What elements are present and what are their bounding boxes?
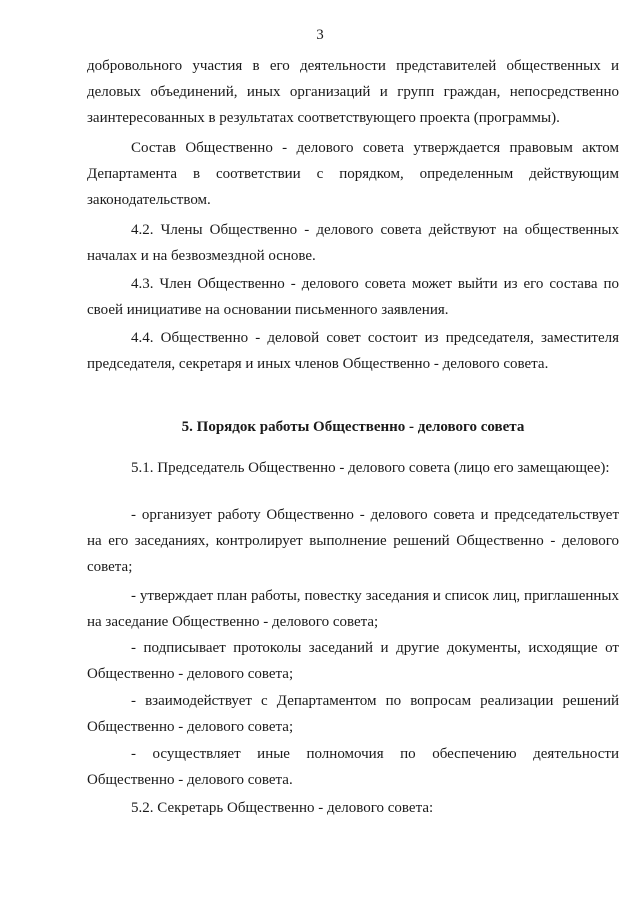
page-number: 3 [316,27,324,43]
paragraph-4-4 [87,325,619,377]
paragraph-text: 5.2. Секретарь Общественно - делового совета: [131,800,434,816]
section-5-heading-block [87,414,619,440]
list-item: - взаимодействует с Департаментом по вопросам реализации решений Общественно - делового совета; [87,693,619,735]
chairman-duty-1 [87,502,619,580]
paragraph-text: Состав Общественно - делового совета утверждается правовым актом Департамента в соответствии с порядком, определенным действующим законодательством. [87,140,619,208]
list-item: - организует работу Общественно - делового совета и председательствует на его заседаниях, контролирует выполнение решений Общественно - делового совета; [87,507,619,575]
paragraph-text: 4.3. Член Общественно - делового совета может выйти из его состава по своей инициативе на основании письменного заявления. [87,276,619,318]
paragraph-5-1 [87,455,619,481]
chairman-duty-5 [87,741,619,793]
paragraph-4-3 [87,271,619,323]
paragraph-text: 4.4. Общественно - деловой совет состоит из председателя, заместителя председателя, секретаря и иных членов Общественно - делового совета. [87,330,619,372]
paragraph-text: 5.1. Председатель Общественно - делового совета (лицо его замещающее): [131,460,610,476]
paragraph-text: добровольного участия в его деятельности представителей общественных и деловых объединений, иных организаций и групп граждан, непосредственно заинтересованных в результатах соответствующего проекта (программы). [87,58,619,126]
chairman-duty-4 [87,688,619,740]
list-item: - осуществляет иные полномочия по обеспечению деятельности Общественно - делового совета. [87,746,619,788]
chairman-duty-2 [87,583,619,635]
paragraph-4-1-continuation [87,53,619,131]
chairman-duty-3 [87,635,619,687]
paragraph-5-2 [87,795,619,821]
paragraph-text: 4.2. Члены Общественно - делового совета действуют на общественных началах и на безвозмездной основе. [87,222,619,264]
paragraph-4-2 [87,217,619,269]
list-item: - подписывает протоколы заседаний и другие документы, исходящие от Общественно - делового совета; [87,640,619,682]
paragraph-composition [87,135,619,213]
section-heading: 5. Порядок работы Общественно - делового совета [181,419,525,435]
list-item: - утверждает план работы, повестку заседания и список лиц, приглашенных на заседание Общественно - делового совета; [87,588,619,630]
